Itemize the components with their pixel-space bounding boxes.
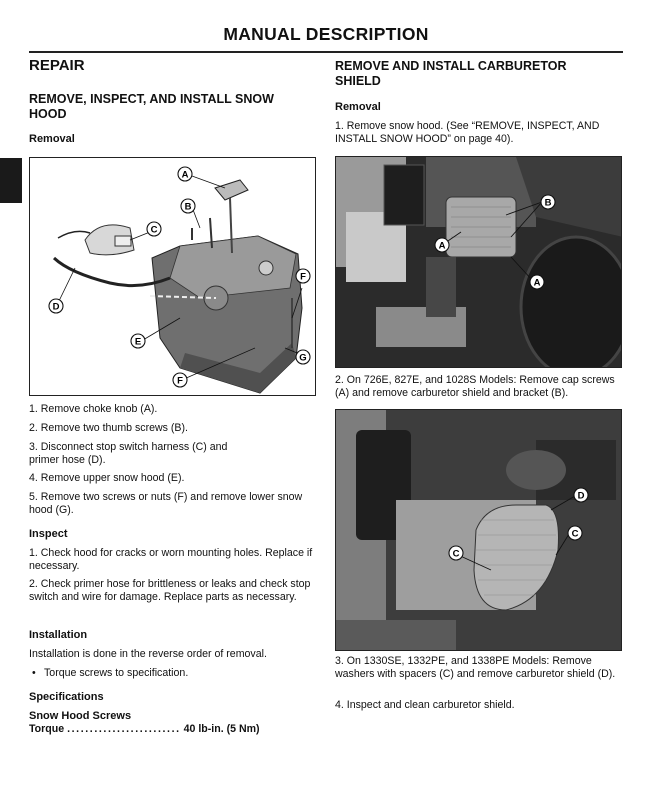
removal-step-4: 4. Remove upper snow hood (E). — [29, 472, 185, 484]
photo2-callout-c-left: C — [452, 548, 460, 560]
installation-bullet-mark: • — [32, 667, 36, 679]
callout-f-top: F — [300, 271, 306, 283]
callout-f-bottom: F — [177, 375, 183, 387]
inspect-step-1: 1. Check hood for cracks or worn mounting holes. Replace if necessary. — [29, 547, 313, 573]
installation-heading: Installation — [29, 629, 88, 641]
snow-hood-diagram — [29, 157, 316, 396]
right-step-3: 3. On 1330SE, 1332PE, and 1338PE Models: Remove washers with spacers (C) and remove carburetor shield (D). — [335, 655, 616, 681]
specifications-heading: Specifications — [29, 691, 104, 703]
spec-subheading: Snow Hood Screws — [29, 710, 132, 722]
photo2-callout-d: D — [577, 490, 585, 502]
right-step-4: 4. Inspect and clean carburetor shield. — [335, 699, 515, 711]
inspect-heading: Inspect — [29, 528, 68, 540]
photo1-callout-a-right: A — [533, 277, 541, 289]
right-removal-heading: Removal — [335, 101, 381, 113]
callout-e: E — [134, 336, 142, 348]
subsection-heading-carburetor-shield: REMOVE AND INSTALL CARBURETOR SHIELD — [335, 59, 567, 88]
callout-c: C — [150, 224, 158, 236]
right-step-2: 2. On 726E, 827E, and 1028S Models: Remove cap screws (A) and remove carburetor shield and bracket (B). — [335, 374, 615, 400]
callout-g: G — [299, 352, 307, 364]
removal-step-2: 2. Remove two thumb screws (B). — [29, 422, 188, 434]
right-step-1: 1. Remove snow hood. (See “REMOVE, INSPECT, AND INSTALL SNOW HOOD” on page 40). — [335, 120, 600, 146]
installation-bullet: Torque screws to specification. — [44, 667, 189, 679]
section-heading-repair: REPAIR — [29, 57, 85, 74]
snow-hood-callouts — [30, 158, 316, 396]
removal-step-5: 5. Remove two screws or nuts (F) and remove lower snow hood (G). — [29, 491, 303, 517]
removal-step-1: 1. Remove choke knob (A). — [29, 403, 158, 415]
page-title: MANUAL DESCRIPTION — [223, 24, 429, 44]
removal-heading: Removal — [29, 133, 75, 145]
carburetor-photo-2 — [335, 409, 622, 651]
callout-a: A — [181, 169, 189, 181]
carburetor-photo-1-callouts — [336, 157, 622, 368]
installation-text: Installation is done in the reverse order of removal. — [29, 648, 267, 660]
spec-torque-row — [29, 723, 319, 736]
photo1-callout-b: B — [544, 197, 552, 209]
callout-b: B — [184, 201, 192, 213]
photo1-callout-a-left: A — [438, 240, 446, 252]
subsection-heading-snow-hood: REMOVE, INSPECT, AND INSTALL SNOW HOOD — [29, 92, 274, 121]
removal-step-3: 3. Disconnect stop switch harness (C) and primer hose (D). — [29, 441, 228, 467]
spec-torque-value: 40 lb-in. (5 Nm) — [183, 723, 260, 735]
carburetor-photo-2-callouts — [336, 410, 622, 651]
spec-torque-label: Torque — [29, 723, 65, 735]
photo2-callout-c-right: C — [571, 528, 579, 540]
carburetor-photo-1 — [335, 156, 622, 368]
callout-d: D — [52, 301, 60, 313]
inspect-step-2: 2. Check primer hose for brittleness or leaks and check stop switch and wire for damage. Replace parts as necessary. — [29, 578, 311, 604]
spec-leader-dots: ......................... — [67, 723, 181, 735]
section-tab-marker — [0, 158, 22, 203]
header-rule — [29, 51, 623, 53]
